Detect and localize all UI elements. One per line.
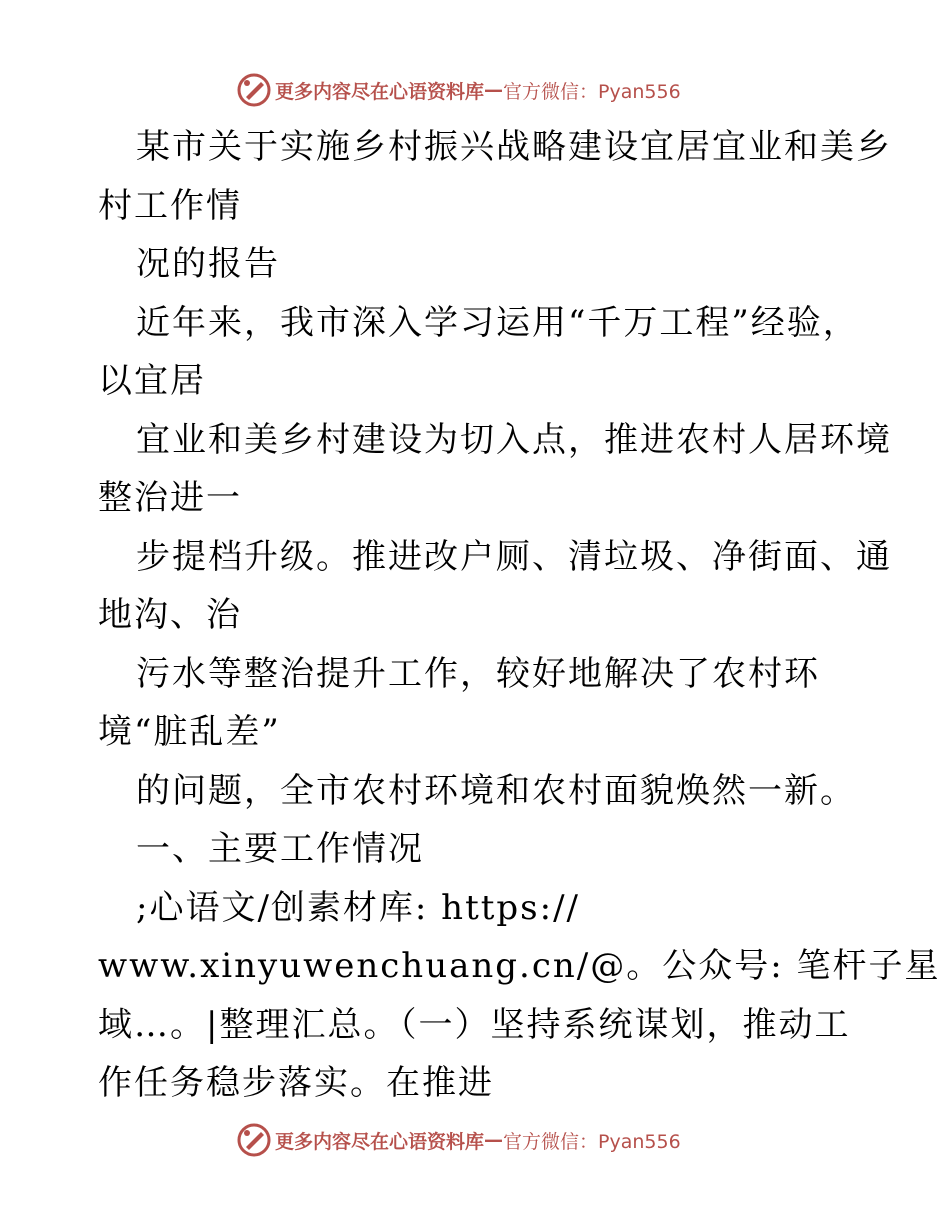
title-line-1: 某市关于实施乡村振兴战略建设宜居宜业和美乡 <box>136 127 892 167</box>
title-line-3: 况的报告 <box>136 244 280 284</box>
paragraph-line: 整治进一 <box>98 478 242 518</box>
paragraph-line: 宜业和美乡村建设为切入点，推进农村人居环境 <box>136 419 892 460</box>
paragraph-line: www.xinyuwenchuang.cn/@。公众号: 笔杆子星 <box>98 946 941 986</box>
title-line-2: 村工作情 <box>98 185 242 226</box>
watermark-separator: — <box>484 79 504 101</box>
section-heading: 一、主要工作情况 <box>136 829 424 869</box>
paragraph-line: 作任务稳步落实。在推进 <box>98 1063 494 1103</box>
paragraph-line: 以宜居 <box>98 361 206 401</box>
paragraph-line: 的问题，全市农村环境和农村面貌焕然一新。 <box>136 770 856 811</box>
logo-icon <box>237 73 271 107</box>
document-body <box>98 118 941 1113</box>
paragraph-line: ;心语文/创素材库: https:// <box>136 887 580 928</box>
header-watermark <box>237 72 681 108</box>
watermark-text: 更多内容尽在心语资料库 <box>275 1130 485 1153</box>
watermark-contact: 官方微信：Pyan556 <box>503 80 681 103</box>
watermark-text: 更多内容尽在心语资料库 <box>275 80 485 103</box>
paragraph-line: 域…。|整理汇总。（一）坚持系统谋划，推动工 <box>98 1004 851 1045</box>
footer-watermark <box>237 1122 681 1158</box>
watermark-separator: — <box>484 1129 504 1151</box>
logo-icon <box>237 1123 271 1157</box>
paragraph-line: 步提档升级。推进改户厕、清垃圾、净街面、通 <box>136 536 892 577</box>
paragraph-line: 近年来，我市深入学习运用“千万工程”经验， <box>136 302 859 343</box>
paragraph-line: 地沟、治 <box>98 595 242 635</box>
paragraph-line: 污水等整治提升工作，较好地解决了农村环 <box>136 653 820 694</box>
paragraph-line: 境“脏乱差” <box>98 712 281 752</box>
watermark-contact: 官方微信：Pyan556 <box>503 1130 681 1153</box>
